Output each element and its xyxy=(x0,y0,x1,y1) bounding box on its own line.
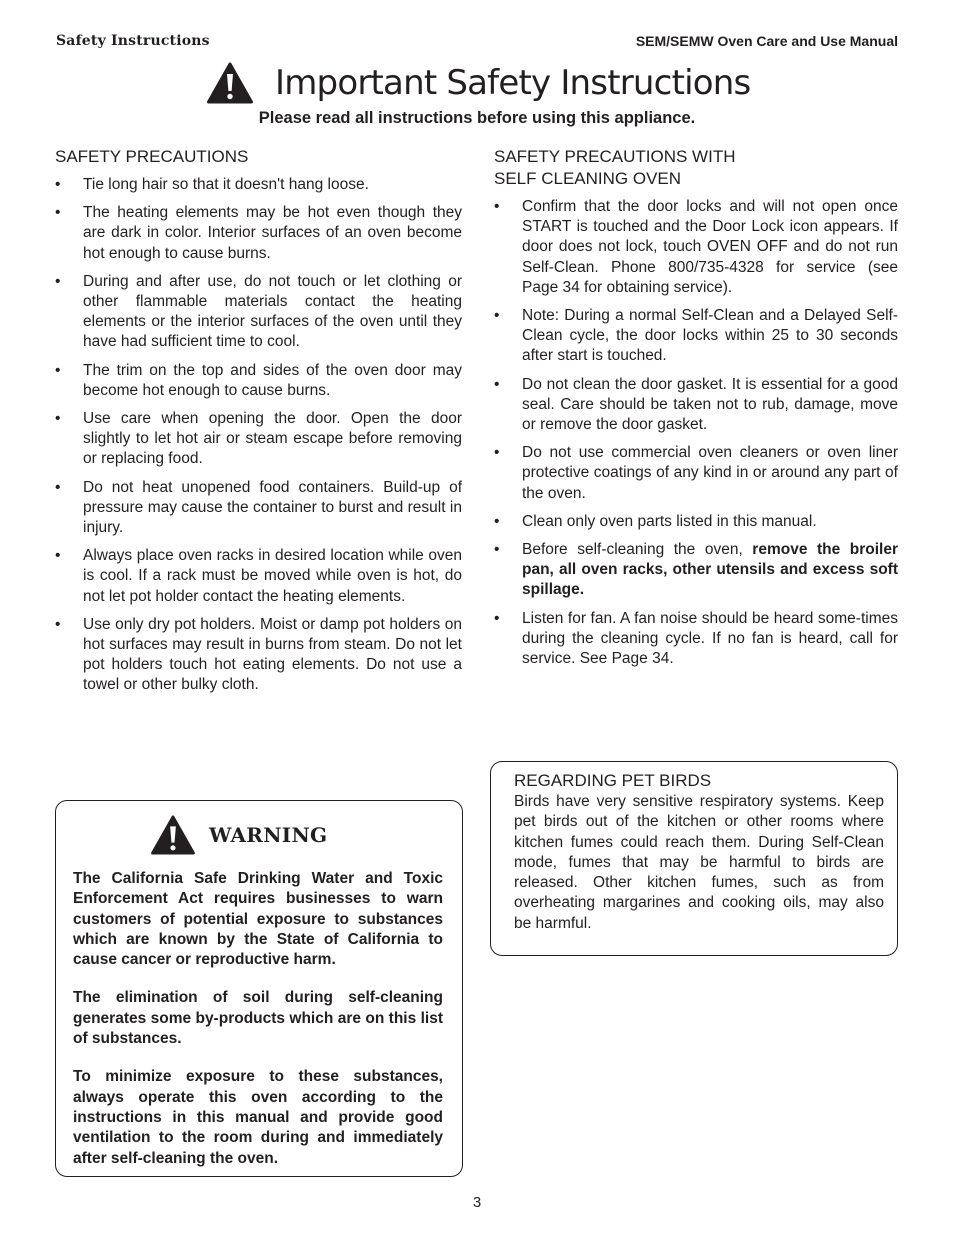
header-manual-title: SEM/SEMW Oven Care and Use Manual xyxy=(635,33,898,49)
warning-header xyxy=(151,815,327,855)
list-item: • The trim on the top and sides of the oven door may become hot enough to cause burns. xyxy=(55,361,462,401)
warning-title: WARNING xyxy=(209,823,328,847)
warning-paragraph: The elimination of soil during self-cleaning generates some by-products which are on this list of substances. xyxy=(73,989,443,1048)
pet-birds-text: Birds have very sensitive respiratory systems. Keep pet birds out of the kitchen or other rooms where kitchen fumes could reach them. During Self-Clean mode, fumes that may be harmful to birds are released. Other kitchen fumes, such as from overheating margarines and cooking oils, may also be harmful. xyxy=(514,793,884,932)
warning-paragraph: To minimize exposure to these substances, always operate this oven according to the instructions in this manual and provide good ventilation to the room during and immediately after self-cleaning the oven. xyxy=(73,1068,443,1167)
right-column xyxy=(494,146,898,677)
list-item: • Note: During a normal Self-Clean and a Delayed Self-Clean cycle, the door locks within 25 to 30 seconds after start is touched. xyxy=(494,306,898,367)
list-item: • Do not clean the door gasket. It is essential for a good seal. Care should be taken not to rub, damage, move or remove the door gasket. xyxy=(494,375,898,436)
title-row xyxy=(207,62,750,104)
safety-precautions-list xyxy=(55,175,462,696)
header-section-label: Safety Instructions xyxy=(56,33,210,49)
remove-items-lead: Before self-cleaning the oven, xyxy=(522,541,753,559)
pet-birds-box xyxy=(490,761,898,956)
self-cleaning-list xyxy=(494,197,898,669)
page-subtitle: Please read all instructions before using this appliance. xyxy=(258,109,696,127)
list-item: • During and after use, do not touch or let clothing or other flammable materials contact the heating elements or the interior surfaces of the oven until they have had sufficient time to cool. xyxy=(55,272,462,353)
list-item: • Do not use commercial oven cleaners or oven liner protective coatings of any kind in or around any part of the oven. xyxy=(494,443,898,504)
self-cleaning-heading-line2: SELF CLEANING OVEN xyxy=(494,169,682,188)
warning-triangle-icon xyxy=(207,62,253,104)
self-cleaning-heading-line1: SAFETY PRECAUTIONS WITH xyxy=(494,147,736,166)
list-item: • Use care when opening the door. Open the door slightly to let hot air or steam escape before removing or replacing food. xyxy=(55,409,462,470)
list-item: • The heating elements may be hot even though they are dark in color. Interior surfaces of an oven become hot enough to cause burns. xyxy=(55,203,462,264)
list-item: • Do not heat unopened food containers. Build-up of pressure may cause the container to burst and result in injury. xyxy=(55,478,462,539)
list-item: • Tie long hair so that it doesn't hang loose. xyxy=(55,175,462,195)
page-title: Important Safety Instructions xyxy=(275,63,751,103)
list-item: • Confirm that the door locks and will not open once START is touched and the Door Lock icon appears. If door does not lock, touch OVEN OFF and do not run Self-Clean. Phone 800/735-4328 for service (see Page 34 for obtaining service). xyxy=(494,197,898,298)
warning-paragraph: The California Safe Drinking Water and Toxic Enforcement Act requires businesses to warn customers of potential exposure to substances which are known by the State of California to cause cancer or reproductive harm. xyxy=(73,870,443,969)
warning-body xyxy=(73,869,443,1187)
list-item-remove-items xyxy=(494,540,898,601)
list-item: • Listen for fan. A fan noise should be heard some-times during the cleaning cycle. If no fan is heard, call for service. See Page 34. xyxy=(494,609,898,670)
left-column xyxy=(55,146,462,704)
safety-precautions-heading: SAFETY PRECAUTIONS xyxy=(55,147,249,166)
list-item: • Always place oven racks in desired location while oven is cool. If a rack must be moved while oven is hot, do not let pot holder contact the heating elements. xyxy=(55,546,462,607)
list-item: • Clean only oven parts listed in this manual. xyxy=(494,512,898,532)
remove-items-emphasis: remove the broiler pan, all oven racks, other utensils and excess soft spillage. xyxy=(522,541,898,599)
self-cleaning-heading xyxy=(494,146,898,190)
list-item: • Use only dry pot holders. Moist or damp pot holders on hot surfaces may result in burns from steam. Do not let pot holders touch hot eating elements. Do not use a towel or other bulky cloth. xyxy=(55,615,462,696)
pet-birds-heading: REGARDING PET BIRDS xyxy=(514,771,712,790)
warning-triangle-icon xyxy=(151,815,195,855)
warning-box xyxy=(55,800,463,1177)
page-number: 3 xyxy=(472,1194,482,1211)
